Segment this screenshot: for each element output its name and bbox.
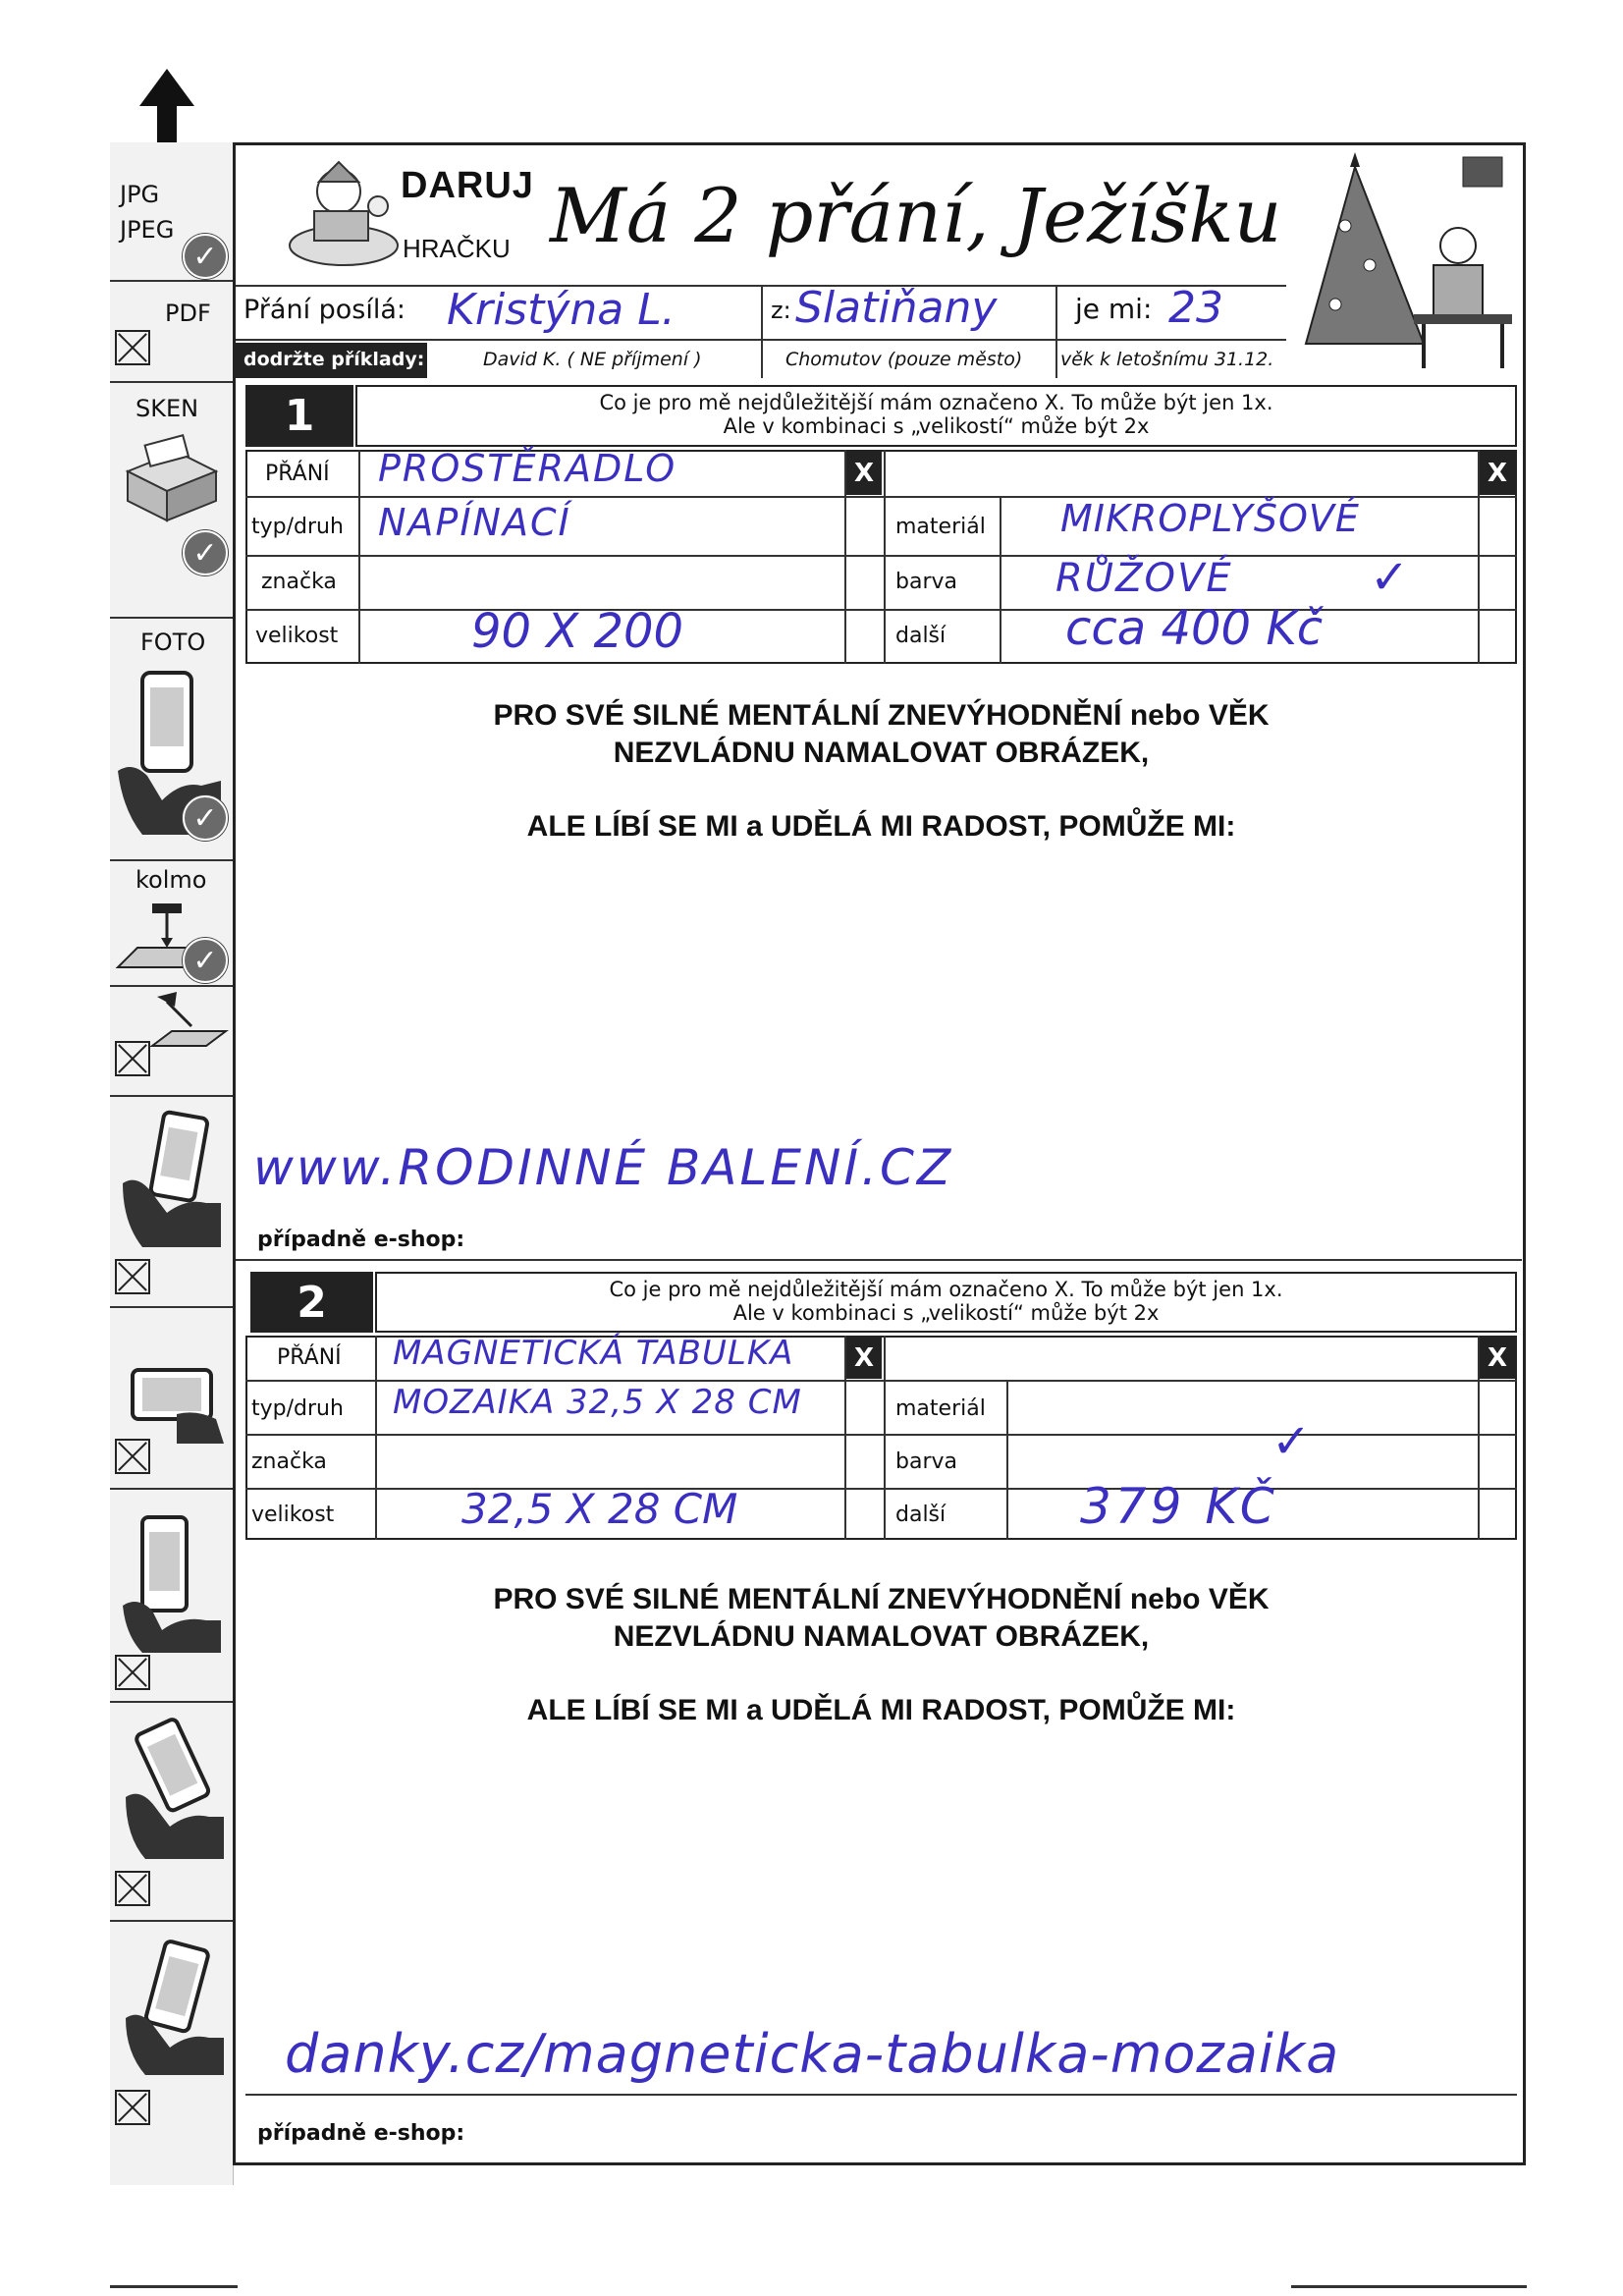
pdf-cross-icon xyxy=(115,330,150,365)
wish1-message-line3: ALE LÍBÍ SE MI a UDĚLÁ MI RADOST, POMŮŽE MI: xyxy=(526,810,1236,843)
sidebar-sken-label: SKEN xyxy=(135,395,199,422)
scan-edge-mark xyxy=(1291,2285,1527,2288)
sidebar-divider xyxy=(110,1488,233,1490)
wish2-row-line xyxy=(245,1488,1517,1490)
wish1-message-line1: PRO SVÉ SILNÉ MENTÁLNÍ ZNEVÝHODNĚNÍ nebo VĚK xyxy=(493,699,1270,732)
wish2-row-line xyxy=(245,1434,1517,1436)
wish1-znacka-label: značka xyxy=(261,570,337,594)
sender-city-value[interactable]: Slatiňany xyxy=(795,283,998,333)
sidebar-divider xyxy=(110,859,233,861)
sidebar-divider xyxy=(110,985,233,987)
wish2-message-line3: ALE LÍBÍ SE MI a UDĚLÁ MI RADOST, POMŮŽE MI: xyxy=(526,1694,1236,1726)
wish2-dalsi-value[interactable]: 379 KČ xyxy=(1080,1478,1278,1535)
wish1-message-line2: NEZVLÁDNU NAMALOVAT OBRÁZEK, xyxy=(613,737,1150,769)
wish2-number-box xyxy=(250,1272,373,1333)
wish2-znacka-label: značka xyxy=(251,1449,327,1474)
wish2-barva-label: barva xyxy=(895,1449,957,1474)
sidebar-divider xyxy=(110,1306,233,1308)
wish2-typ-label: typ/druh xyxy=(251,1396,344,1421)
wish1-velikost-label: velikost xyxy=(255,624,339,648)
sidebar-divider xyxy=(110,1920,233,1922)
wish1-eshop-value[interactable]: www.RODINNÉ BALENÍ.CZ xyxy=(253,1139,954,1196)
wish2-prani-label: PŘÁNÍ xyxy=(277,1345,342,1370)
wish1-instruction-line1: Co je pro mě nejdůležitější mám označeno X. To může být jen 1x. xyxy=(599,391,1273,414)
wish1-velikost-value[interactable]: 90 X 200 xyxy=(471,604,684,659)
sender-hint-city: Chomutov (pouze město) xyxy=(785,349,1023,370)
upright-phone-hand-icon xyxy=(118,1507,226,1655)
sender-city-label: z: xyxy=(771,297,791,324)
sender-hint-label: dodržte příklady: xyxy=(236,343,427,378)
santa-sleigh-logo xyxy=(285,157,403,270)
sidebar-divider xyxy=(110,381,233,383)
wish1-prani-label: PŘÁNÍ xyxy=(265,462,330,486)
wish1-eshop-label: případně e-shop: xyxy=(257,1228,465,1252)
sidebar-jpg-label: JPG xyxy=(120,181,160,208)
wish1-bottom-line xyxy=(236,1259,1522,1261)
wish1-row-line xyxy=(245,609,1517,611)
wish1-material-label: materiál xyxy=(895,515,986,539)
wish2-dalsi-label: další xyxy=(895,1503,947,1527)
angled-phone-cross-icon xyxy=(115,2090,150,2125)
wish1-barva-value[interactable]: RŮŽOVÉ xyxy=(1055,556,1233,601)
sender-age-label: je mi: xyxy=(1075,293,1153,325)
wish1-dalsi-value[interactable]: cca 400 Kč xyxy=(1065,601,1324,656)
wish2-instruction-line1: Co je pro mě nejdůležitější mám označeno X. To může být jen 1x. xyxy=(609,1278,1283,1301)
wish2-col-line xyxy=(1006,1380,1008,1540)
wish1-barva-label: barva xyxy=(895,570,957,594)
upright-cross-icon xyxy=(115,1655,150,1690)
landscape-phone-hand-icon xyxy=(118,1360,226,1449)
page-title: Má 2 přání, Ježíšku xyxy=(550,172,1282,259)
tilted-phone-hand-icon xyxy=(113,1105,226,1252)
wish1-instruction-line2: Ale v kombinaci s „velikostí“ může být 2x xyxy=(723,414,1150,438)
wish2-eshop-label: případně e-shop: xyxy=(257,2121,465,2146)
sender-divider xyxy=(761,285,763,378)
wish1-check-icon: ✓ xyxy=(1370,550,1410,605)
sidebar-divider xyxy=(110,280,233,282)
angled-photo-icon xyxy=(147,992,231,1061)
wish2-message-line1: PRO SVÉ SILNÉ MENTÁLNÍ ZNEVÝHODNĚNÍ nebo VĚK xyxy=(493,1583,1270,1615)
logo-hracku: HRAČKU xyxy=(403,234,511,263)
rotated-phone-hand-icon xyxy=(116,1714,229,1861)
rotated-cross-icon xyxy=(115,1871,150,1906)
sender-hint-age: věk k letošnímu 31.12. xyxy=(1060,349,1274,370)
sidebar-jpeg-label: JPEG xyxy=(120,216,175,244)
sender-divider xyxy=(1055,285,1057,378)
wish2-mark-left[interactable]: X xyxy=(846,1338,882,1379)
wish2-col-line xyxy=(884,1336,886,1540)
wish2-prani-value[interactable]: MAGNETICKÁ TABULKA xyxy=(393,1334,794,1373)
wish1-row-line xyxy=(245,555,1517,557)
wish1-col-line xyxy=(884,450,886,664)
wish2-eshop-line xyxy=(245,2094,1517,2096)
wish1-col-line xyxy=(1000,496,1001,664)
scan-edge-mark xyxy=(110,2285,238,2288)
wish2-message-line2: NEZVLÁDNU NAMALOVAT OBRÁZEK, xyxy=(613,1620,1150,1653)
wish1-typ-value[interactable]: NAPÍNACÍ xyxy=(378,501,571,544)
wish1-mark-right[interactable]: X xyxy=(1480,452,1515,495)
wish1-typ-label: typ/druh xyxy=(251,515,344,539)
sender-hint-name: David K. ( NE příjmení ) xyxy=(483,349,702,370)
wish2-velikost-label: velikost xyxy=(251,1503,335,1527)
angled-phone-hand-icon xyxy=(116,1930,229,2077)
wish2-typ-value[interactable]: MOZAIKA 32,5 X 28 CM xyxy=(393,1383,802,1422)
wish2-instruction-box xyxy=(375,1272,1517,1333)
sender-from-label: Přání posílá: xyxy=(243,295,406,325)
wish2-eshop-value[interactable]: danky.cz/magneticka-tabulka-mozaika xyxy=(285,2023,1340,2085)
sidebar-divider xyxy=(110,1095,233,1097)
sidebar-kolmo-label: kolmo xyxy=(135,866,207,894)
wish1-prani-value[interactable]: PROSTĚRADLO xyxy=(378,447,677,490)
foto-check-icon: ✓ xyxy=(183,795,228,841)
wish2-velikost-value[interactable]: 32,5 X 28 CM xyxy=(461,1485,738,1533)
wish1-dalsi-label: další xyxy=(895,624,947,648)
tilted-cross-icon xyxy=(115,1259,150,1294)
sidebar-pdf-label: PDF xyxy=(165,300,211,327)
sidebar-divider xyxy=(110,617,233,619)
christmas-tree-illustration xyxy=(1286,147,1522,373)
wish1-col-line xyxy=(358,450,360,664)
sender-from-value[interactable]: Kristýna L. xyxy=(447,285,676,335)
logo-daruj: DARUJ xyxy=(401,165,534,206)
wish2-check-icon: ✓ xyxy=(1271,1414,1312,1469)
wish1-material-value[interactable]: MIKROPLYŠOVÉ xyxy=(1060,497,1360,540)
wish2-material-label: materiál xyxy=(895,1396,986,1421)
sken-check-icon: ✓ xyxy=(183,530,228,575)
sender-age-value[interactable]: 23 xyxy=(1168,283,1223,333)
wish2-instruction-line2: Ale v kombinaci s „velikostí“ může být 2x xyxy=(732,1301,1160,1325)
wish1-number-box xyxy=(245,385,353,447)
wish2-col-line xyxy=(375,1336,377,1540)
jpeg-check-icon: ✓ xyxy=(183,234,228,279)
wish1-number: 1 xyxy=(284,391,315,441)
sidebar-foto-label: FOTO xyxy=(140,629,206,656)
kolmo-check-icon: ✓ xyxy=(183,938,228,983)
scanner-icon xyxy=(118,432,226,530)
angled-cross-icon xyxy=(115,1041,150,1076)
sender-mid-line xyxy=(236,339,1286,341)
sidebar-divider xyxy=(110,1701,233,1703)
wish1-instruction-box xyxy=(355,385,1517,447)
wish2-number: 2 xyxy=(297,1277,327,1328)
wish2-mark-right[interactable]: X xyxy=(1480,1338,1515,1379)
wish1-mark-left[interactable]: X xyxy=(846,452,882,495)
wish2-row-line xyxy=(245,1380,1517,1382)
landscape-cross-icon xyxy=(115,1439,150,1474)
